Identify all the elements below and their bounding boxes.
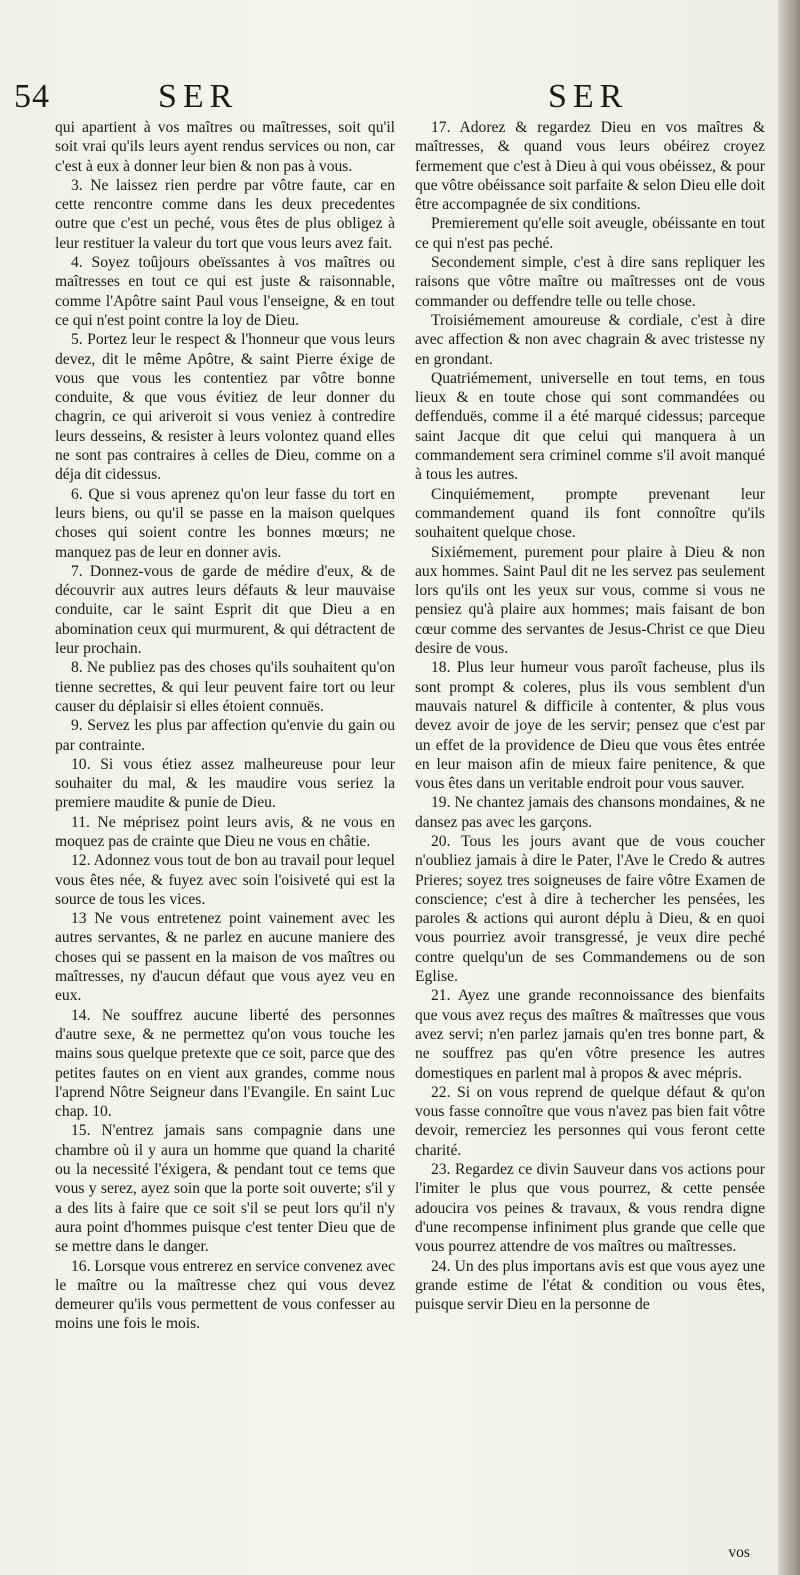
paragraph: 9. Servez les plus par affection qu'envie du gain ou par contrainte. (55, 717, 395, 754)
paragraph: 24. Un des plus importans avis est que vous ayez une grande estime de l'état & condition ou vous êtes, puisque servir Dieu en la personne de (415, 1257, 765, 1314)
paragraph: 12. Adonnez vous tout de bon au travail pour lequel vous êtes née, & fuyez avec soin l'oisiveté qui est la source de tous les vices. (55, 852, 395, 908)
paragraph: 7. Donnez-vous de garde de médire d'eux, & de découvrir aux autres leurs défauts & leur mauvaise conduite, car le saint Esprit dit que Dieu a en abomination ceux qui murmurent, & qui détractent de leur prochain. (55, 562, 395, 658)
paragraph: 22. Si on vous reprend de quelque défaut & qu'on vous fasse connoître que vous n'avez pas bien fait vôtre devoir, remerciez les personnes qui vous feront cette charité. (415, 1083, 765, 1159)
paragraph: 11. Ne méprisez point leurs avis, & ne vous en moquez pas de crainte que Dieu ne vous en châtie. (55, 813, 395, 850)
catchword: vos (728, 1544, 750, 1561)
paragraph: 17. Adorez & regardez Dieu en vos maîtres & maîtresses, & quand vous leurs obéirez croyez fermement que c'est à Dieu à qui vous obéissez, & pour que vôtre obéissance soit parfaite & selon Dieu elle doit être accompagnée de six conditions. (415, 119, 765, 214)
paragraph: 14. Ne souffrez aucune liberté des personnes d'autre sexe, & ne permettez qu'on vous touche les mains sous quelque pretexte que ce soit, parce que des petites fautes on en vient aux grandes, comme nous l'aprend Nôtre Seigneur dans l'Evangile. En saint Luc chap. 10. (55, 1006, 395, 1121)
paragraph: 16. Lorsque vous entrerez en service convenez avec le maître ou la maîtresse chez qui vous devez demeurer qu'ils vous permettent de vous confesser au moins une fois le mois. (55, 1257, 395, 1333)
paragraph: 5. Portez leur le respect & l'honneur que vous leurs devez, dit le même Apôtre, & saint Pierre éxige de vous que vous les contentiez par vôtre bonne conduite, & que vous évitiez de leur donner du chagrin, ce qui ariveroit si vous veniez à contredire leurs desseins, & resister à leurs volontez quand elles ne sont pas contraires à celles de Dieu, comme on a déja dit cidessus. (55, 331, 395, 484)
paragraph: 4. Soyez toûjours obeïssantes à vos maîtres ou maîtresses en tout ce qui est juste & raisonnable, comme l'Apôtre saint Paul vous l'enseigne, & en tout ce qui n'est point contre la loy de Dieu. (55, 254, 395, 329)
paragraph: Secondement simple, c'est à dire sans repliquer les raisons que vôtre maître ou maîtresses ont de vous commander ou deffendre telle ou telle chose. (415, 254, 765, 310)
paragraph: 10. Si vous étiez assez malheureuse pour leur souhaiter du mal, & les maudire vous seriez la premiere maudite & punie de Dieu. (55, 755, 395, 812)
paragraph: qui apartient à vos maîtres ou maîtresses, soit qu'il soit vrai qu'ils leurs ayent rendus services ou non, car c'est à eux à donner leur bien & non pas à vous. (55, 119, 395, 175)
paragraph: 21. Ayez une grande reconnoissance des bienfaits que vous avez reçus des maîtres & maîtresses que vous avez servi; n'en parlez jamais qu'en tres bonne part, & ne souffrez pas qu'en vôtre presence les autres domestiques en parlent mal à propos & avec mépris. (415, 987, 765, 1082)
page-header (0, 78, 778, 118)
paragraph: 23. Regardez ce divin Sauveur dans vos actions pour l'imiter le plus que vous pourrez, & cette pensée adoucira vos peines & travaux, & vous rendra digne d'une recompense infiniment plus grande que celle que vous pourrez attendre de vos maîtres ou maîtresses. (415, 1161, 765, 1256)
paragraph: 19. Ne chantez jamais des chansons mondaines, & ne dansez pas avec les garçons. (415, 794, 765, 831)
page-spine-shadow (778, 0, 800, 1575)
paragraph: Sixiémement, purement pour plaire à Dieu & non aux hommes. Saint Paul dit ne les servez pas seulement lors qu'ils ont les yeux sur vous, comme si vous ne pensiez qu'à plaire aux hommes; mais faisant de bon cœur comme des servantes de Jesus-Christ ce que Dieu desire de vous. (415, 543, 765, 658)
paragraph: Quatriémement, universelle en tout tems, en tous lieux & en toute chose qui sont commandées ou deffenduës, comme il a été marqué cidessus; parceque saint Jacque dit que celui qui manquera à un commandement sera criminel comme s'il avoit manqué à tous les autres. (415, 369, 765, 484)
left-column (55, 118, 395, 1334)
paragraph: 3. Ne laissez rien perdre par vôtre faute, car en cette rencontre comme dans les deux precedentes outre que c'est un peché, vous êtes de plus obligez à leur restituer la valeur du tort que vous leurs avez fait. (55, 176, 395, 252)
paragraph: Troisiémement amoureuse & cordiale, c'est à dire avec affection & non avec chagrain & avec tristesse ny en grondant. (415, 311, 765, 368)
paragraph: 15. N'entrez jamais sans compagnie dans une chambre où il y aura un homme que quand la charité ou la necessité l'éxigera, & pendant tout ce tems que vous y serez, ayez soin que la porte soit ouverte; s'il y a des lits à faire que ce soit s'il se peut lors qu'il n'y aura point d'hommes puisque c'est tenter Dieu que de se mettre dans le danger. (55, 1122, 395, 1256)
right-column (415, 118, 765, 1314)
page-number: 54 (14, 78, 50, 115)
running-head-right: SER (548, 78, 629, 115)
running-head-left: SER (158, 78, 239, 115)
paragraph: 20. Tous les jours avant que de vous coucher n'oubliez jamais à dire le Pater, l'Ave le Credo & autres Prieres; soyez tres soigneuses de faire vôtre Examen de conscience; c'est à dire à techercher les pensées, les paroles & actions qui auront déplu à Dieu, & en quoi vous pourriez avoir transgressé, je veux dire peché contre quelqu'un de ses Commandemens ou de son Eglise. (415, 832, 765, 986)
paragraph: Cinquiémement, prompte prevenant leur commandement quand ils font connoître qu'ils souhaitent quelque chose. (415, 485, 765, 542)
paragraph: 8. Ne publiez pas des choses qu'ils souhaitent qu'on tienne secrettes, & qui leur peuvent faire tort ou leur causer du déplaisir si elles étoient connuës. (55, 659, 395, 715)
paragraph: 6. Que si vous aprenez qu'on leur fasse du tort en leurs biens, ou qu'il se passe en la maison quelques choses qui soient contre les bonnes mœurs; ne manquez pas de leur en donner avis. (55, 485, 395, 561)
paragraph: 13 Ne vous entretenez point vainement avec les autres servantes, & ne parlez en aucune maniere des choses qui se passent en la maison de vos maîtres ou maîtresses, ny d'aucun défaut que vous ayez veu en eux. (55, 910, 395, 1005)
paragraph: Premierement qu'elle soit aveugle, obéissante en tout ce qui n'est pas peché. (415, 215, 765, 252)
paragraph: 18. Plus leur humeur vous paroît facheuse, plus ils sont prompt & coleres, plus ils vous semblent d'un mauvais naturel & difficile à contenter, & plus vous devez avoir de joye de les servir; pensez que c'est par un effet de la providence de Dieu que vous êtes entrée en leur maison afin de mieux faire penitence, & que vous êtes dans un veritable endroit pour vous sauver. (415, 659, 765, 793)
